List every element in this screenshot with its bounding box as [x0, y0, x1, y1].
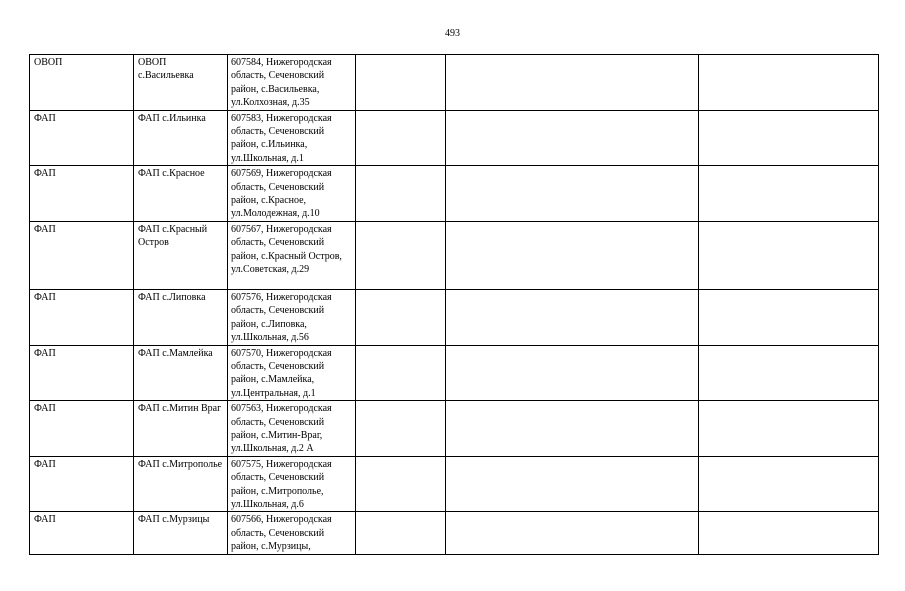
cell-empty-5	[446, 221, 699, 289]
cell-address: 607570, Нижегородская область, Сеченовский район, с.Мамлейка, ул.Центральная, д.1	[228, 345, 356, 401]
cell-address: 607583, Нижегородская область, Сеченовский район, с.Ильинка, ул.Школьная, д.1	[228, 110, 356, 166]
facilities-table	[29, 54, 879, 555]
cell-empty-6	[699, 221, 879, 289]
table-row	[30, 456, 879, 512]
cell-empty-6	[699, 110, 879, 166]
cell-empty-4	[356, 289, 446, 345]
cell-empty-5	[446, 401, 699, 457]
cell-empty-6	[699, 345, 879, 401]
cell-empty-4	[356, 166, 446, 222]
cell-address: 607584, Нижегородская область, Сеченовский район, с.Васильевка, ул.Колхозная, д.35	[228, 55, 356, 111]
cell-empty-5	[446, 345, 699, 401]
cell-address: 607569, Нижегородская область, Сеченовский район, с.Красное, ул.Молодежная, д.10	[228, 166, 356, 222]
cell-name: ФАП с.Красный Остров	[134, 221, 228, 289]
page-number: 493	[445, 28, 460, 39]
cell-empty-5	[446, 512, 699, 554]
cell-address: 607566, Нижегородская область, Сеченовский район, с.Мурзицы,	[228, 512, 356, 554]
cell-empty-6	[699, 55, 879, 111]
cell-empty-6	[699, 401, 879, 457]
cell-address: 607563, Нижегородская область, Сеченовский район, с.Митин-Враг, ул.Школьная, д.2 А	[228, 401, 356, 457]
table-row	[30, 401, 879, 457]
cell-empty-6	[699, 166, 879, 222]
cell-empty-5	[446, 110, 699, 166]
cell-empty-4	[356, 110, 446, 166]
cell-empty-5	[446, 166, 699, 222]
cell-empty-4	[356, 456, 446, 512]
cell-empty-6	[699, 289, 879, 345]
cell-empty-6	[699, 512, 879, 554]
cell-type: ФАП	[30, 456, 134, 512]
cell-name: ФАП с.Мамлейка	[134, 345, 228, 401]
cell-empty-4	[356, 401, 446, 457]
cell-type: ФАП	[30, 401, 134, 457]
table-row	[30, 221, 879, 289]
cell-name: ФАП с.Мурзицы	[134, 512, 228, 554]
cell-name: ФАП с.Ильинка	[134, 110, 228, 166]
cell-address: 607575, Нижегородская область, Сеченовский район, с.Митрополье, ул.Школьная, д.6	[228, 456, 356, 512]
cell-empty-5	[446, 456, 699, 512]
table-row	[30, 166, 879, 222]
cell-type: ФАП	[30, 221, 134, 289]
table-row	[30, 289, 879, 345]
cell-name: ФАП с.Липовка	[134, 289, 228, 345]
cell-type: ФАП	[30, 110, 134, 166]
cell-empty-6	[699, 456, 879, 512]
cell-empty-4	[356, 345, 446, 401]
cell-name: ФАП с.Митрополье	[134, 456, 228, 512]
cell-type: ФАП	[30, 166, 134, 222]
cell-empty-5	[446, 55, 699, 111]
table-row	[30, 110, 879, 166]
cell-address: 607576, Нижегородская область, Сеченовский район, с.Липовка, ул.Школьная, д.56	[228, 289, 356, 345]
cell-address: 607567, Нижегородская область, Сеченовский район, с.Красный Остров, ул.Советская, д.29	[228, 221, 356, 289]
cell-name: ОВОП с.Васильевка	[134, 55, 228, 111]
cell-type: ФАП	[30, 512, 134, 554]
cell-empty-4	[356, 55, 446, 111]
table-row	[30, 345, 879, 401]
cell-empty-4	[356, 512, 446, 554]
cell-type: ОВОП	[30, 55, 134, 111]
cell-empty-4	[356, 221, 446, 289]
cell-name: ФАП с.Митин Враг	[134, 401, 228, 457]
table-row	[30, 55, 879, 111]
cell-name: ФАП с.Красное	[134, 166, 228, 222]
cell-type: ФАП	[30, 345, 134, 401]
cell-empty-5	[446, 289, 699, 345]
cell-type: ФАП	[30, 289, 134, 345]
table-row	[30, 512, 879, 554]
